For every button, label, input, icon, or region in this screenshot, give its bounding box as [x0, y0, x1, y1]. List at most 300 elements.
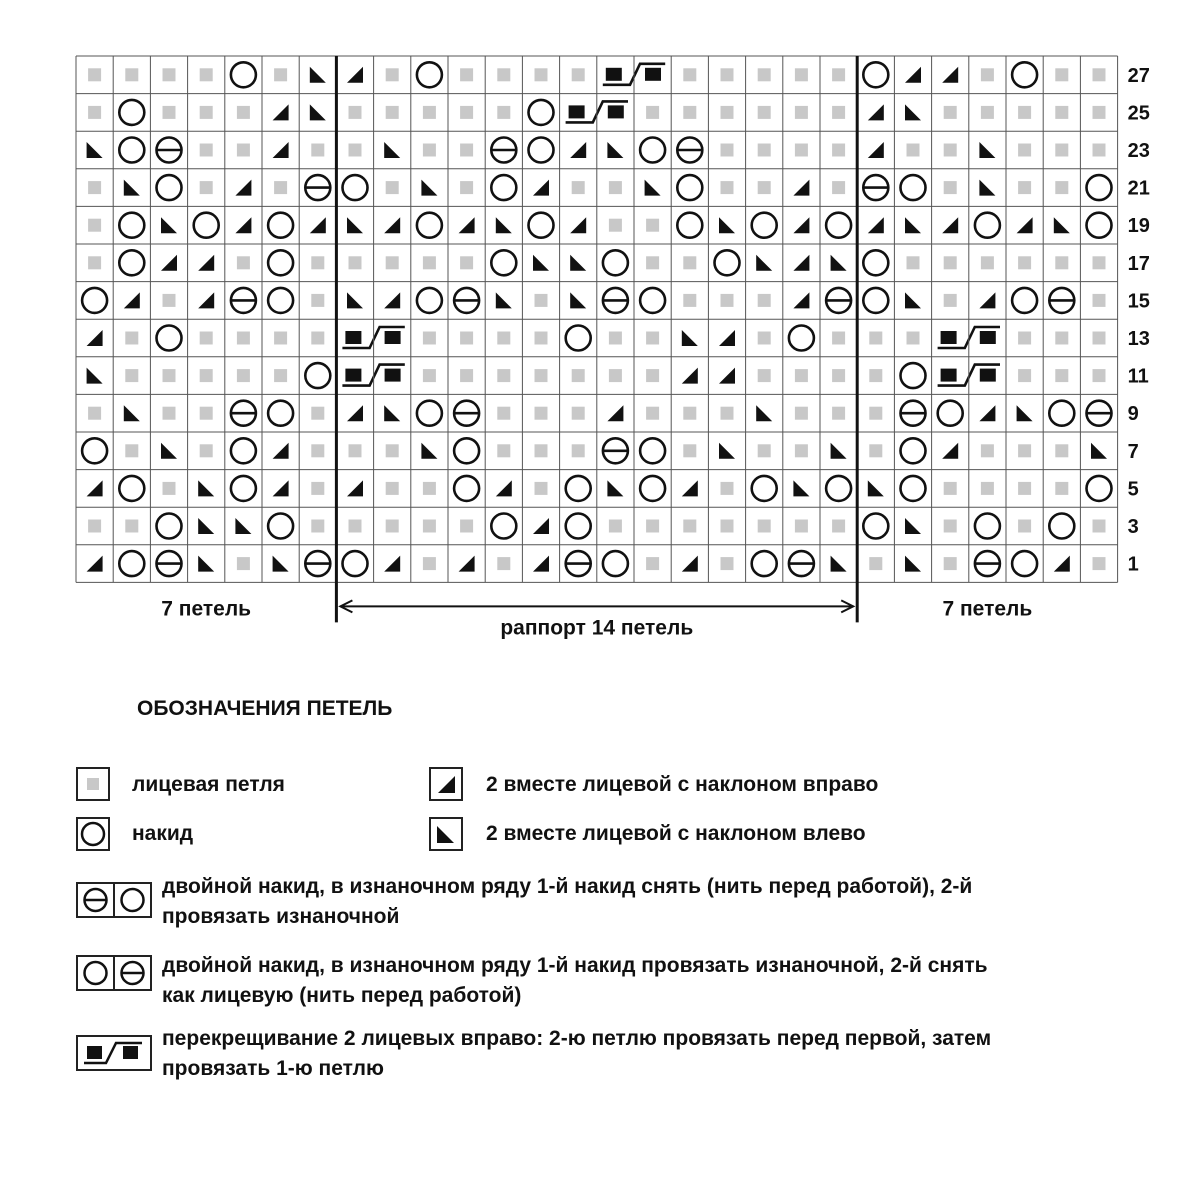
cross-left-block	[606, 68, 622, 81]
chart-cell	[535, 294, 548, 307]
knit-stitch-icon	[200, 332, 213, 345]
chart-cell	[572, 68, 585, 81]
chart-cell	[460, 68, 473, 81]
row-number-label: 5	[1127, 478, 1139, 501]
chart-cell	[944, 106, 957, 119]
chart-cell	[1093, 256, 1106, 269]
knit-stitch-icon	[1018, 106, 1031, 119]
knit-stitch-icon	[237, 256, 250, 269]
knit-stitch-icon	[832, 144, 845, 157]
row-number-label: 23	[1127, 140, 1150, 162]
chart-cell	[1093, 144, 1106, 157]
chart-cell	[535, 407, 548, 420]
chart-cell	[274, 332, 287, 345]
knit-stitch-icon	[535, 294, 548, 307]
chart-cell	[907, 256, 920, 269]
chart-cell	[497, 68, 510, 81]
knit-stitch-icon	[646, 407, 659, 420]
cross-right-block	[645, 68, 661, 81]
chart-cell	[981, 256, 994, 269]
chart-cell	[88, 181, 101, 194]
row-number-label: 17	[1127, 252, 1150, 275]
knit-stitch-icon	[349, 106, 362, 119]
knit-stitch-icon	[944, 482, 957, 495]
knit-stitch-icon	[869, 407, 882, 420]
knit-stitch-icon	[497, 557, 510, 570]
chart-cell	[163, 407, 176, 420]
chart-cell	[460, 144, 473, 157]
chart-cell	[274, 369, 287, 382]
knit-stitch-icon	[758, 520, 771, 533]
legend-yo-label: накид	[132, 822, 194, 845]
knit-stitch-icon	[907, 332, 920, 345]
knit-stitch-icon	[163, 106, 176, 119]
chart-cell	[795, 520, 808, 533]
knit-stitch-icon	[311, 444, 324, 457]
chart-cell	[88, 68, 101, 81]
knit-stitch-icon	[274, 181, 287, 194]
knit-stitch-icon	[646, 256, 659, 269]
knit-stitch-icon	[944, 557, 957, 570]
knit-stitch-icon	[907, 256, 920, 269]
chart-cell	[311, 332, 324, 345]
knit-stitch-icon	[758, 444, 771, 457]
repeat-label: раппорт 14 петель	[500, 616, 694, 640]
knit-stitch-icon	[460, 256, 473, 269]
knit-stitch-icon	[423, 520, 436, 533]
chart-cell	[423, 106, 436, 119]
knit-stitch-icon	[646, 557, 659, 570]
knit-stitch-icon	[609, 520, 622, 533]
cross-right-block	[385, 331, 401, 344]
chart-cell	[497, 407, 510, 420]
chart-cell	[869, 407, 882, 420]
knit-stitch-icon	[683, 68, 696, 81]
chart-cell	[386, 256, 399, 269]
chart-cell	[869, 332, 882, 345]
knit-stitch-icon	[88, 68, 101, 81]
chart-cell	[1055, 144, 1068, 157]
chart-cell	[1055, 256, 1068, 269]
chart-cell	[237, 332, 250, 345]
chart-cell	[758, 520, 771, 533]
knit-stitch-icon	[88, 520, 101, 533]
chart-cell	[237, 557, 250, 570]
knit-stitch-icon	[832, 106, 845, 119]
chart-cell	[163, 369, 176, 382]
knit-stitch-icon	[609, 332, 622, 345]
knit-stitch-icon	[572, 407, 585, 420]
chart-cell	[423, 369, 436, 382]
row-number-label: 15	[1127, 290, 1150, 313]
knit-stitch-icon	[907, 144, 920, 157]
chart-cell	[683, 256, 696, 269]
knit-stitch-icon	[721, 144, 734, 157]
chart-cell	[832, 407, 845, 420]
knit-stitch-icon	[832, 369, 845, 382]
knit-stitch-icon	[386, 106, 399, 119]
knit-stitch-icon	[683, 407, 696, 420]
double-yarn-over-1-icon	[76, 882, 152, 918]
knit-stitch-icon	[200, 369, 213, 382]
chart-cell	[423, 520, 436, 533]
chart-cell	[1093, 68, 1106, 81]
cross-left-block	[345, 331, 361, 344]
knit-stitch-icon	[125, 68, 138, 81]
chart-cell	[386, 106, 399, 119]
knit-stitch-icon	[1055, 482, 1068, 495]
knit-stitch-icon	[609, 181, 622, 194]
chart-cell	[1093, 294, 1106, 307]
chart-cell	[1093, 520, 1106, 533]
legend-double-yo-2-line1: двойной накид, в изнаночном ряду 1-й накид провязать изнаночной, 2-й снять	[162, 954, 988, 977]
chart-cell	[349, 520, 362, 533]
knit-stitch-icon	[721, 106, 734, 119]
chart-cell	[609, 520, 622, 533]
chart-cell	[758, 106, 771, 119]
knit-stitch-icon	[795, 369, 808, 382]
knit-stitch-icon	[311, 144, 324, 157]
knit-stitch-icon	[758, 106, 771, 119]
chart-cell	[88, 219, 101, 232]
chart-cell	[609, 369, 622, 382]
chart-cell	[572, 181, 585, 194]
chart-cell	[795, 68, 808, 81]
k2tog-right-icon	[429, 767, 463, 801]
knit-stitch-icon	[572, 444, 585, 457]
knit-stitch-icon	[237, 106, 250, 119]
chart-cell	[1018, 106, 1031, 119]
chart-cell	[646, 557, 659, 570]
knit-stitch-icon	[423, 256, 436, 269]
knit-stitch-icon	[1055, 369, 1068, 382]
chart-cell	[721, 557, 734, 570]
knit-stitch-icon	[683, 294, 696, 307]
knit-stitch-icon	[88, 256, 101, 269]
chart-cell	[1018, 444, 1031, 457]
chart-cell	[683, 106, 696, 119]
chart-cell	[646, 369, 659, 382]
knit-stitch-icon	[683, 520, 696, 533]
knit-stitch-icon	[497, 68, 510, 81]
knit-stitch-icon	[981, 482, 994, 495]
chart-cell	[1018, 181, 1031, 194]
chart-cell	[125, 68, 138, 81]
chart-cell	[460, 520, 473, 533]
chart-cell	[1018, 256, 1031, 269]
knit-stitch-icon	[163, 407, 176, 420]
chart-cell	[795, 407, 808, 420]
knit-stitch-icon	[869, 444, 882, 457]
chart-cell	[795, 369, 808, 382]
knit-stitch-icon	[721, 407, 734, 420]
knit-stitch-icon	[572, 68, 585, 81]
knit-stitch-icon	[200, 144, 213, 157]
cross-left-block	[941, 331, 957, 344]
chart-cell	[88, 407, 101, 420]
knit-stitch-icon	[721, 68, 734, 81]
chart-cell	[1055, 444, 1068, 457]
chart-cell	[758, 294, 771, 307]
right-cross-icon	[76, 1035, 152, 1071]
chart-cell	[163, 482, 176, 495]
knit-stitch-icon	[944, 520, 957, 533]
knit-stitch-icon	[386, 520, 399, 533]
chart-cell	[237, 144, 250, 157]
knit-stitch-icon	[758, 369, 771, 382]
yarn-over-icon	[76, 817, 110, 851]
chart-cell	[1093, 557, 1106, 570]
chart-cell	[721, 68, 734, 81]
right-edge-label: 7 петель	[942, 597, 1033, 621]
knit-stitch-icon	[795, 68, 808, 81]
knit-stitch-icon	[237, 144, 250, 157]
knit-stitch-icon	[460, 332, 473, 345]
chart-cell	[721, 106, 734, 119]
chart-cell	[460, 256, 473, 269]
knit-stitch-icon	[88, 219, 101, 232]
chart-cell	[497, 332, 510, 345]
knit-stitch-icon	[646, 219, 659, 232]
knit-stitch-icon	[163, 68, 176, 81]
chart-cell	[795, 144, 808, 157]
knit-stitch-icon	[944, 256, 957, 269]
chart-cell	[497, 106, 510, 119]
knit-stitch-icon	[832, 332, 845, 345]
chart-cell	[721, 144, 734, 157]
chart-cell	[311, 520, 324, 533]
chart-cell	[535, 369, 548, 382]
chart-cell	[646, 520, 659, 533]
chart-cell	[125, 520, 138, 533]
chart-cell	[758, 444, 771, 457]
knit-stitch-icon	[646, 332, 659, 345]
knit-stitch-icon	[76, 767, 110, 801]
knit-stitch-icon	[1055, 256, 1068, 269]
knit-stitch-icon	[349, 144, 362, 157]
chart-cell	[200, 106, 213, 119]
chart-cell	[163, 106, 176, 119]
chart-cell	[423, 256, 436, 269]
knit-stitch-icon	[795, 444, 808, 457]
chart-cell	[646, 106, 659, 119]
chart-cell	[758, 68, 771, 81]
knit-stitch-icon	[981, 106, 994, 119]
knit-stitch-icon	[535, 407, 548, 420]
knit-stitch-icon	[386, 482, 399, 495]
knit-stitch-icon	[795, 106, 808, 119]
chart-cell	[832, 144, 845, 157]
chart-cell	[311, 256, 324, 269]
chart-cell	[944, 256, 957, 269]
chart-cell	[572, 407, 585, 420]
knit-stitch-icon	[721, 482, 734, 495]
chart-cell	[832, 68, 845, 81]
chart-cell	[1055, 482, 1068, 495]
chart-cell	[646, 407, 659, 420]
knit-stitch-icon	[497, 369, 510, 382]
k2tog-left-icon	[429, 817, 463, 851]
chart-cell	[497, 444, 510, 457]
chart-cell	[1018, 144, 1031, 157]
chart-cell	[535, 332, 548, 345]
cross-left-block	[569, 105, 585, 118]
cross-right-block	[385, 369, 401, 382]
chart-cell	[683, 444, 696, 457]
chart-cell	[460, 106, 473, 119]
chart-cell	[349, 444, 362, 457]
knit-stitch-icon	[200, 68, 213, 81]
knit-stitch-icon	[981, 444, 994, 457]
chart-cell	[795, 106, 808, 119]
knit-stitch-icon	[460, 181, 473, 194]
chart-cell	[349, 256, 362, 269]
cross-right-block	[980, 369, 996, 382]
knit-stitch-icon	[832, 407, 845, 420]
knit-stitch-icon	[423, 557, 436, 570]
knit-stitch-icon	[88, 106, 101, 119]
knit-stitch-icon	[609, 369, 622, 382]
chart-cell	[832, 520, 845, 533]
knit-stitch-icon	[386, 256, 399, 269]
knit-stitch-icon	[311, 407, 324, 420]
chart-cell	[981, 68, 994, 81]
knit-stitch-icon	[386, 68, 399, 81]
chart-cell	[88, 520, 101, 533]
chart-cell	[646, 332, 659, 345]
knit-stitch-icon	[163, 294, 176, 307]
cross-left-block	[941, 369, 957, 382]
chart-cell	[200, 369, 213, 382]
chart-cell	[460, 369, 473, 382]
chart-cell	[1055, 106, 1068, 119]
row-number-label: 19	[1127, 215, 1150, 238]
knit-stitch-icon	[163, 482, 176, 495]
chart-cell	[646, 219, 659, 232]
chart-cell	[758, 144, 771, 157]
knit-stitch-icon	[1055, 68, 1068, 81]
knit-stitch-icon	[1018, 369, 1031, 382]
chart-cell	[795, 444, 808, 457]
knit-stitch-icon	[1018, 444, 1031, 457]
knit-stitch-icon	[1055, 181, 1068, 194]
knit-stitch-icon	[349, 256, 362, 269]
chart-cell	[386, 482, 399, 495]
knit-stitch-icon	[1055, 106, 1068, 119]
chart-cell	[1093, 106, 1106, 119]
knit-stitch-icon	[200, 407, 213, 420]
knit-stitch-icon	[795, 144, 808, 157]
cross-left-block	[345, 369, 361, 382]
knit-stitch-icon	[758, 144, 771, 157]
knit-stitch-icon	[237, 557, 250, 570]
knit-stitch-icon	[572, 181, 585, 194]
chart-cell	[535, 68, 548, 81]
knit-stitch-icon	[125, 520, 138, 533]
chart-cell	[981, 482, 994, 495]
chart-cell	[907, 144, 920, 157]
knit-stitch-icon	[386, 444, 399, 457]
chart-cell	[274, 181, 287, 194]
knit-stitch-icon	[535, 444, 548, 457]
knit-stitch-icon	[869, 369, 882, 382]
knit-stitch-icon	[200, 444, 213, 457]
chart-cell	[423, 144, 436, 157]
knit-stitch-icon	[683, 256, 696, 269]
chart-cell	[721, 520, 734, 533]
chart-cell	[1055, 68, 1068, 81]
chart-cell	[423, 557, 436, 570]
knit-stitch-icon	[1093, 557, 1106, 570]
knit-stitch-icon	[721, 520, 734, 533]
knit-stitch-icon	[497, 407, 510, 420]
chart-cell	[1055, 369, 1068, 382]
chart-cell	[1018, 369, 1031, 382]
chart-cell	[646, 256, 659, 269]
chart-cell	[832, 181, 845, 194]
knit-stitch-icon	[944, 294, 957, 307]
knit-stitch-icon	[795, 520, 808, 533]
row-number-label: 21	[1127, 177, 1150, 200]
knit-stitch-icon	[311, 294, 324, 307]
knit-stitch-icon	[981, 68, 994, 81]
knit-stitch-icon	[125, 332, 138, 345]
knit-stitch-icon	[274, 369, 287, 382]
chart-cell	[981, 106, 994, 119]
knit-stitch-icon	[423, 144, 436, 157]
knit-stitch-icon	[721, 557, 734, 570]
chart-cell	[200, 181, 213, 194]
chart-cell	[944, 144, 957, 157]
legend-double-yo-1-line2: провязать изнаночной	[162, 905, 400, 928]
chart-cell	[944, 181, 957, 194]
chart-cell	[125, 444, 138, 457]
knit-stitch-icon	[200, 106, 213, 119]
chart-cell	[944, 482, 957, 495]
row-number-label: 9	[1127, 403, 1139, 426]
row-number-label: 1	[1127, 553, 1139, 576]
legend-title: ОБОЗНАЧЕНИЯ ПЕТЕЛЬ	[137, 697, 393, 720]
knit-stitch-icon	[237, 332, 250, 345]
chart-cell	[311, 144, 324, 157]
chart-cell	[944, 520, 957, 533]
chart-cell	[163, 68, 176, 81]
knit-stitch-icon	[1055, 144, 1068, 157]
chart-cell	[944, 557, 957, 570]
chart-cell	[535, 444, 548, 457]
knit-stitch-icon	[1093, 256, 1106, 269]
chart-cell	[683, 407, 696, 420]
chart-cell	[907, 332, 920, 345]
knit-stitch-icon	[535, 482, 548, 495]
chart-cell	[758, 369, 771, 382]
knit-stitch-icon	[646, 106, 659, 119]
knit-stitch-icon	[1018, 332, 1031, 345]
chart-cell	[349, 144, 362, 157]
chart-cell	[535, 482, 548, 495]
legend-double-yo-2-line2: как лицевую (нить перед работой)	[162, 984, 522, 1007]
knit-stitch-icon	[535, 68, 548, 81]
knit-stitch-icon	[423, 482, 436, 495]
chart-cell	[869, 557, 882, 570]
chart-cell	[609, 219, 622, 232]
knit-stitch-icon	[311, 520, 324, 533]
knit-stitch-icon	[944, 181, 957, 194]
knit-stitch-icon	[795, 407, 808, 420]
knit-stitch-icon	[274, 332, 287, 345]
knit-stitch-icon	[981, 256, 994, 269]
chart-cell	[88, 256, 101, 269]
